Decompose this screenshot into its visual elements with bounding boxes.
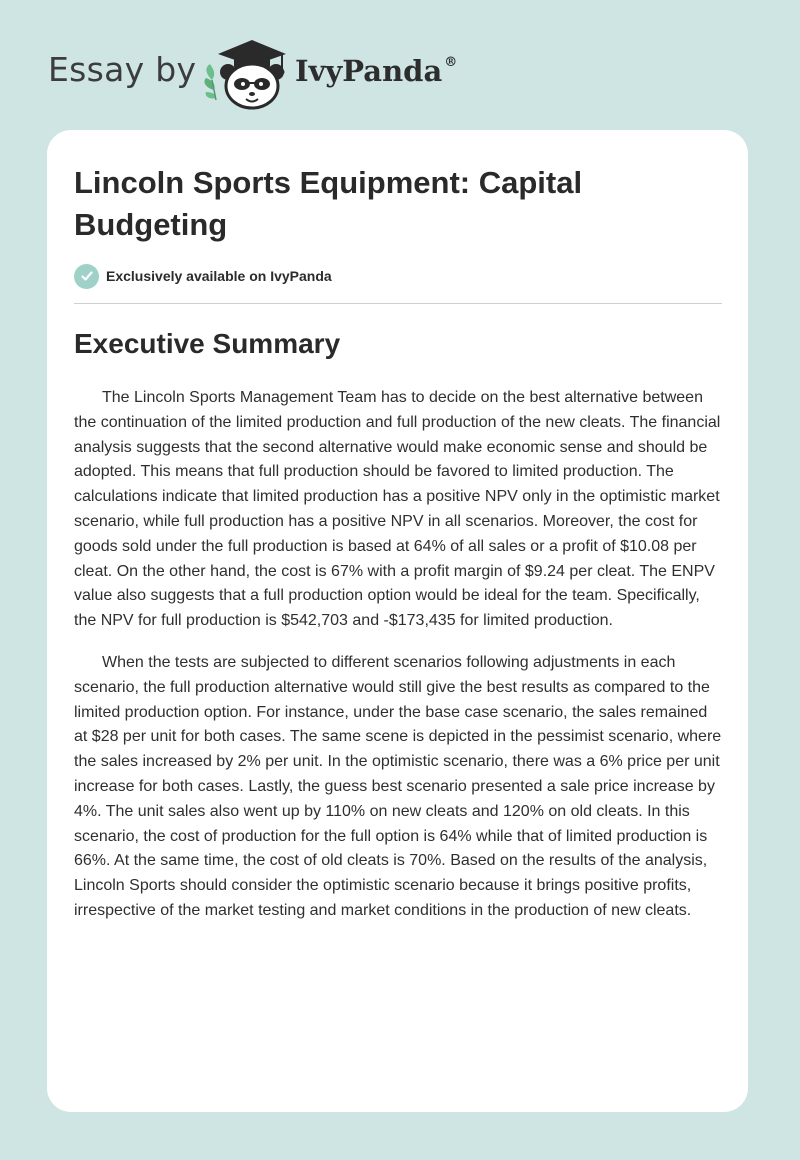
site-header	[0, 0, 800, 130]
ivy-leaf-icon	[204, 64, 216, 100]
panda-graduate-icon[interactable]	[198, 34, 294, 110]
registered-mark: ®	[444, 55, 458, 71]
essay-by-label: Essay by	[48, 50, 197, 89]
badge-label: Exclusively available on IvyPanda	[106, 268, 332, 284]
paragraph: When the tests are subjected to different scenarios following adjustments in each scenario, the full production alternative would still give the best results as compared to the limited production option. For instance, under the base case scenario, the sales remained at $28 per unit for both cases. The same scene is depicted in the pessimist scenario, where the sales increased by 2% per unit. In the optimistic scenario, there was a 6% price per unit increase for both cases. Lastly, the guess best scenario presented a sale price increase by 4%. The unit sales also went up by 110% on new cleats and 120% on old cleats. In this scenario, the cost of production for the full option is 64% while that of limited production is 66%. At the same time, the cost of old cleats is 70%. Based on the results of the analysis, Lincoln Sports should consider the optimistic scenario because it brings positive profits, irrespective of the market testing and market conditions in the production of new cleats.	[74, 653, 722, 919]
check-icon	[74, 264, 99, 289]
exclusive-badge	[74, 263, 332, 289]
page-title: Lincoln Sports Equipment: Capital Budgeting	[74, 165, 583, 242]
essay-body	[74, 386, 724, 941]
section-heading: Executive Summary	[74, 328, 341, 359]
divider	[74, 303, 722, 304]
paragraph: The Lincoln Sports Management Team has to decide on the best alternative between the continuation of the limited production and full production of the new cleats. The financial analysis suggests that the second alternative would make economic sense and should be adopted. This means that full production should be favored to limited production. The calculations indicate that limited production has a positive NPV only in the optimistic market scenario, while full production has a positive NPV in all scenarios. Moreover, the cost for goods sold under the full production is based at 64% of all sales or a profit of $10.08 per cleat. On the other hand, the cost is 67% with a profit margin of $9.24 per cleat. The ENPV value also suggests that a full production option would be ideal for the team. Specifically, the NPV for full production is $542,703 and -$173,435 for limited production.	[74, 389, 721, 630]
brand-name[interactable]: IvyPanda ®	[295, 54, 458, 88]
essay-card	[47, 130, 748, 1112]
